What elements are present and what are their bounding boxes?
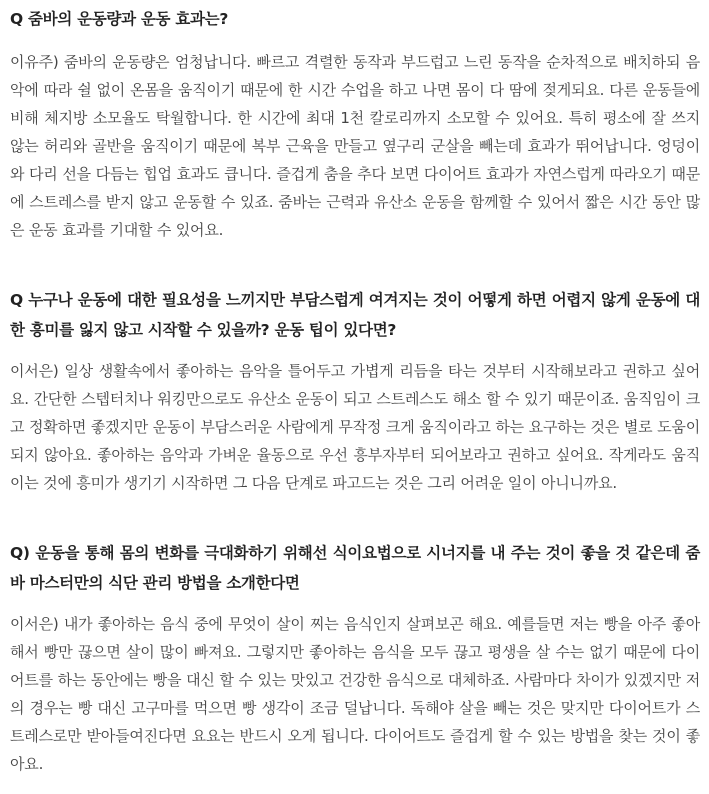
answer-paragraph: 이유주) 줌바의 운동량은 엄청납니다. 빠르고 격렬한 동작과 부드럽고 느린 동작을 순차적으로 배치하되 음악에 따라 쉴 없이 온몸을 움직이기 때문에 한 시간 수업을 하고 나면 몸이 다 땀에 젖게되요. 다른 운동들에 비해 체지방 소모율도 탁월합니다. 한 시간에 최대 1천 칼로리까지 소모할 수 있어요. 특히 평소에 잘 쓰지 않는 허리와 골반을 움직이기 때문에 복부 근육을 만들고 옆구리 군살을 빼는데 효과가 뛰어납니다. 엉덩이와 다리 선을 다듬는 힙업 효과도 큽니다. 즐겁게 춤을 추다 보면 다이어트 효과가 자연스럽게 따라오기 때문에 스트레스를 받지 않고 운동할 수 있죠. 줌바는 근력과 유산소 운동을 함께할 수 있어서 짧은 시간 동안 많은 운동 효과를 기대할 수 있어요. [10,53,700,239]
qa-section-zumba-effects [10,4,700,244]
question-heading: Q 줌바의 운동량과 운동 효과는? [10,10,229,28]
qa-section-diet-management [10,538,700,778]
answer-paragraph: 이서은) 내가 좋아하는 음식 중에 무엇이 살이 찌는 음식인지 살펴보곤 해요. 예를들면 저는 빵을 아주 좋아해서 빵만 끊으면 살이 많이 빠져요. 그렇지만 좋아하는 음식을 모두 끊고 평생을 살 수는 없기 때문에 다이어트를 하는 동안에는 빵을 대신 할 수 있는 맛있고 건강한 음식으로 대체하죠. 사람마다 차이가 있겠지만 저의 경우는 빵 대신 고구마를 먹으면 빵 생각이 조금 덜납니다. 독해야 살을 빼는 것은 맞지만 다이어트가 스트레스로만 받아들여진다면 요요는 반드시 오게 됩니다. 다이어트도 즐겁게 할 수 있는 방법을 찾는 것이 좋아요. [10,615,700,773]
question-heading: Q 누구나 운동에 대한 필요성을 느끼지만 부담스럽게 여겨지는 것이 어떻게 하면 어렵지 않게 운동에 대한 흥미를 잃지 않고 시작할 수 있을까? 운동 팁이 있다면? [10,291,700,339]
question-heading: Q) 운동을 통해 몸의 변화를 극대화하기 위해선 식이요법으로 시너지를 내 주는 것이 좋을 것 같은데 줌바 마스터만의 식단 관리 방법을 소개한다면 [10,544,700,592]
qa-section-exercise-tips [10,285,700,497]
answer-paragraph: 이서은) 일상 생활속에서 좋아하는 음악을 틀어두고 가볍게 리듬을 타는 것부터 시작해보라고 권하고 싶어요. 간단한 스텝터치나 워킹만으로도 유산소 운동이 되고 스트레스도 해소 할 수 있기 때문이죠. 움직임이 크고 정확하면 좋겠지만 운동이 부담스러운 사람에게 무작정 크게 움직이라고 하는 요구하는 것은 별로 도움이 되지 않아요. 좋아하는 음악과 가벼운 율동으로 우선 흥부자부터 되어보라고 권하고 싶어요. 작게라도 움직이는 것에 흥미가 생기기 시작하면 그 다음 단계로 파고드는 것은 그리 어려운 일이 아니니까요. [10,362,700,492]
